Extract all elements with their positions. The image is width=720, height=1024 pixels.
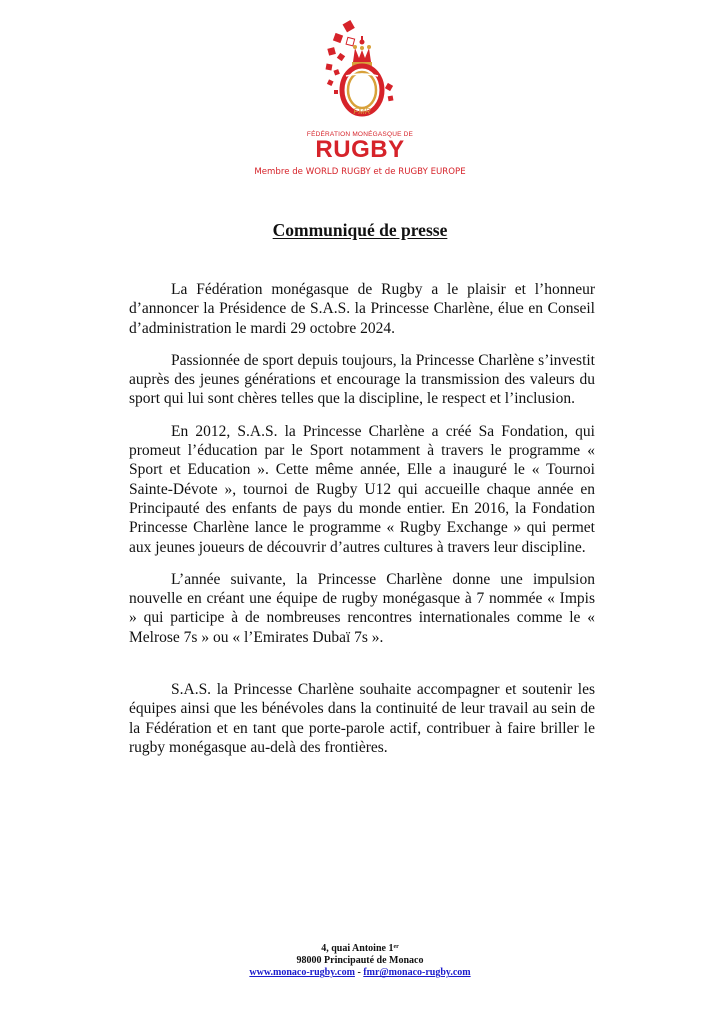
paragraph-4: L’année suivante, la Princesse Charlène donne une impulsion nouvelle en créant une équipe de rugby monégasque à 7 nommée « Impis » qui participe à de nombreuses rencontres internationales comme le « Melrose 7s » ou « l’Emirates Dubaï 7s ». [129,570,595,646]
address-line-1 [0,941,720,955]
rugby-wordmark: RUGBY [315,136,405,163]
paragraph-1: La Fédération monégasque de Rugby a le plaisir et l’honneur d’annoncer la Présidence de S.A.S. la Princesse Charlène, élue en Conseil d’administration le mardi 29 octobre 2024. [129,281,595,337]
membership-line: Membre de WORLD RUGBY et de RUGBY EUROPE [254,167,466,177]
paragraph-3: En 2012, S.A.S. la Princesse Charlène a créé Sa Fondation, qui promeut l’éducation par le Sport notamment à travers le programme « Sport et Education ». Cette même année, Elle a inauguré le « Tournoi Sainte-Dévote », tournoi de Rugby U12 qui accueille chaque année en Principauté des enfants de pays du monde entier. En 2016, la Fondation Princesse Charlène lance le programme « Rugby Exchange » qui permet aux jeunes joueurs de découvrir d’autres cultures à travers leur discipline. [129,422,595,556]
email-link[interactable]: fmr@monaco-rugby.com [363,967,471,979]
footer [0,941,720,980]
fmr-logo [322,18,402,130]
website-link[interactable]: www.monaco-rugby.com [249,967,355,979]
page-title: Communiqué de presse [272,220,448,240]
address-superscript: er [393,944,399,950]
paragraph-5: S.A.S. la Princesse Charlène souhaite accompagner et soutenir les équipes ainsi que les bénévoles dans la continuité de leur travail au sein de la Fédération et en tant que porte-parole actif, contribuer à faire briller le rugby monégasque au-delà des frontières. [129,681,595,756]
fmr-crown-rugby-ball-logo-icon [322,18,402,130]
contact-separator: - [354,967,364,979]
fmr-emblem-text: FMR [353,107,371,116]
crown [352,36,372,66]
paragraph-2: Passionnée de sport depuis toujours, la Princesse Charlène s’investit auprès des jeunes générations et encourage la transmission des valeurs du sport qui lui sont chères telles que la discipline, le respect et l’inclusion. [129,351,595,408]
contact-line [0,967,720,979]
federation-name: FÉDÉRATION MONÉGASQUE DE [306,131,414,138]
address-line-2: 98000 Principauté de Monaco [296,955,424,967]
press-release-body [129,280,595,757]
address-street: 4, quai Antoine 1 [321,943,394,954]
